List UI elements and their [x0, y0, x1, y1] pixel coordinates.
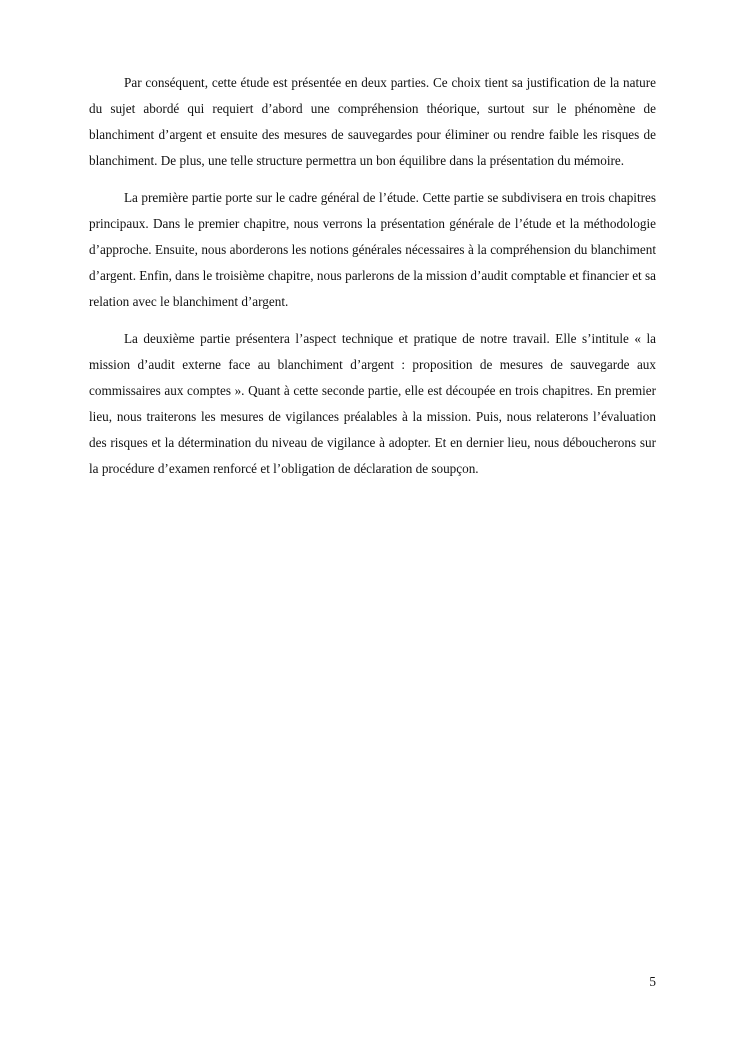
page-number: 5 [649, 974, 656, 989]
body-text [89, 70, 656, 493]
paragraph-3: La deuxième partie présentera l’aspect technique et pratique de notre travail. Elle s’intitule « la mission d’audit externe face au blanchiment d’argent : proposition de mesures de sauvegarde aux commissaires aux comptes ». Quant à cette seconde partie, elle est découpée en trois chapitres. En premier lieu, nous traiterons les mesures de vigilances préalables à la mission. Puis, nous relaterons l’évaluation des risques et la détermination du niveau de vigilance à adopter. Et en dernier lieu, nous déboucherons sur la procédure d’examen renforcé et l’obligation de déclaration de soupçon. [89, 331, 656, 476]
paragraph-1: Par conséquent, cette étude est présentée en deux parties. Ce choix tient sa justification de la nature du sujet abordé qui requiert d’abord une compréhension théorique, surtout sur le phénomène de blanchiment d’argent et ensuite des mesures de sauvegardes pour éliminer ou rendre faible les risques de blanchiment. De plus, une telle structure permettra un bon équilibre dans la présentation du mémoire. [89, 75, 656, 168]
paragraph-2: La première partie porte sur le cadre général de l’étude. Cette partie se subdivisera en trois chapitres principaux. Dans le premier chapitre, nous verrons la présentation générale de l’étude et la méthodologie d’approche. Ensuite, nous aborderons les notions générales nécessaires à la compréhension du blanchiment d’argent. Enfin, dans le troisième chapitre, nous parlerons de la mission d’audit comptable et financier et sa relation avec le blanchiment d’argent. [89, 190, 657, 309]
